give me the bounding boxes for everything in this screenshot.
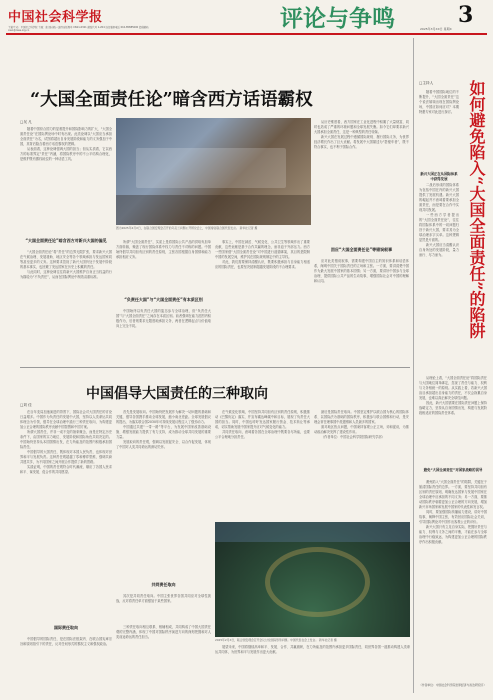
masthead-info: 主管/主办：中国社会科学院 主编：张 国内统一连续出版物号 CN11-0321 邮发代号 1-204 读者服务电话 010-85885000 投稿邮箱 cssn@cass.org.cn [8,26,149,32]
article2-col1-text-b: 中国倡导的国际责任，是在国际法框架内、在联合国宪章宗旨和原则指引下的责任，反对任何形式的霸权主义和强权政治。 [20,637,112,646]
article2-photo [215,522,410,637]
photo-backdrop [215,522,410,542]
sidebar-col2-text: 从理论上看，“大国全面责任论”将国际责任与大国地位简单绑定，忽视了责任与能力、权利与义务相统一的原则。从实践上看，若新兴大国盲目承担超出自身能力的责任，不仅会拖累自身发展，也难以真正解决全球性问题。 因此，新兴大国需要在国际责任问题上保持战略定力，坚持从自身国情出发，构建与发展阶段相适应的国际责任体系。 [419,376,487,415]
article1-byline: □吴 凡 [20,120,32,124]
article1-col1-text-b: “大国全面责任论”将“责任”的边界无限扩张，要求新兴大国在气候治理、发展援助、地区安全等各个领域承担与发达国家同等甚至更多的义务。这种要求忽视了新兴大国仍处于发展中阶段的基本事实，也回避了发达国家在历史上积累的责任。 与此同时，这种论调往往将新兴大国维护自身正当权益的行为描绘为“不负责任”，从而在国际舆论中制造双重标准。 [20,250,112,279]
section-divider [20,367,410,368]
article2-col2-text-c: 三种责任取向相互联系、相辅相成，共同构成了中国大国责任观的完整内涵，体现了中国对国际秩序演进方向的深刻把握和对人类前途命运的责任担当。 [116,625,211,639]
article1-photo [116,118,311,225]
article1-subhead3: 回应“大国全面责任论”等错误叙事 [330,247,393,252]
article1-col1-text-a: 随着中国综合国力的显著提升和国际影响力的扩大，“大国全面责任论”在国际舆论场中时有出现。此类论调以“大国应当承担全面责任”为名，试图将超出自身发展阶段和能力的义务强加于中国，其背后隐含着西方话语霸权的逻辑。 从表面看，这种论调强调大国的担当；但从实质看，它以西方的标准界定“责任”内涵，将国际秩序中的不公平结构合理化，是维护既有霸权地位的一种话语工具。 [20,127,112,161]
article2-byline: □刘 佳 [20,403,32,407]
article1-col4-text: 从历史维度看，西方国家在工业化进程中积累了大量财富，同时也造成了严重的环境问题和全球发展失衡。如今它们却要求新兴大国承担全面责任，这是一种典型的责任转嫁。 新兴大国在发展过程中遵循国际规则、履行国际义务，为世界经济增长作出了巨大贡献。将发展中大国描述为“搭便车者”，既不符合事实，也不利于国际合作。 [314,120,409,149]
newspaper-logo: 中国社会科学报 [8,10,103,25]
sidebar-divider [413,38,414,693]
article2-col2-text-b: 其次是共同责任取向。中国主张世界各国共同应对全球性挑战，反对将责任单方面强加于某些国家。 [116,594,211,603]
photo-shadow [116,195,311,225]
sidebar-subhead2: 避免“大国全面责任”对国家战略的误导 [423,468,483,472]
article1-col4-text-b: 应对此类错误叙事，需要构建中国自主的知识体系和话语体系，阐明中国关于国际责任的立场和主张。一方面，要讲清楚中国作为最大发展中国家的基本国情；另一方面，要讲好中国参与全球治理、提供国际公共产品的生动故事，增强国际社会对中国的理解和认同。 [314,259,409,283]
sidebar-col1-text: 二战后形成的国际体系为包括中国在内的新兴大国提供了发展机遇。新兴大国的崛起并不意味着要承担全面责任，而是要在合作中实现共同发展。 一些西方学者提出的“大国全面责任论”，往往将国际体系中的一切问题归咎于新兴大国，要求其为全球治理赤字买单。这种逻辑显然是片面的。 新兴大国应当清醒认识自身所处的发展阶段，量力而行、尽力而为。 [419,183,459,257]
article1-title: “大国全面责任论”暗含西方话语霸权 [30,90,313,110]
section-title: 评论与争鸣 [280,5,395,32]
photo-table-ring [265,547,370,617]
sidebar-tag: □主持人 [419,81,434,85]
article2-col4-text: 最后是国际责任取向。中国坚定维护以联合国为核心的国际体系、以国际法为基础的国际秩序，积极参与联合国维和行动，是安理会常任理事国中派遣维和人员最多的国家。 面对地区热点问题，中国秉持客观公正立场，劝和促谈，为推动政治解决发挥了建设性作用。 （作者单位：中国社会科学院国际研究学部） [314,410,409,439]
article1-subhead2: “负责任大国”与“大国全面责任”有本质区别 [124,297,203,302]
sidebar-author-note: （作者单位：中国社会科学院世界经济与政治研究所） [419,683,487,687]
article1-caption: 图为2025年2月X日，在联合国安理会召开的乌克兰问题公开辩论会上，中国常驻联合国代表发言。 新华社记者 摄 [116,226,258,230]
article2-subhead2: 国际责任取向 [54,625,78,630]
page-number: 3 [458,2,474,28]
article2-col1-text: 在百年变局加速演进的背景下，国际社会对大国责任的讨论日益增多。中国作为负责任的发展中大国，坚持以人类命运共同体理念为引领，倡导在全球治理中践行三种责任取向，为构建更加公正合理的国际秩序贡献中国智慧和中国方案。 所谓大国责任，并非一成不变的抽象概念，而是在特定历史条件下，由国家的实力地位、发展阶段和国际角色共同决定的。中国始终坚持从本国国情出发，在力所能及的范围内积极承担国际责任。 中国倡导的大国责任，既体现对本国人民负责，也体现对世界和平与发展负责。这种责任观超越了零和博弈思维，强调共商共建共享，为不同国家之间开展合作提供了新的思路。 实践证明，中国的责任观符合时代潮流，顺应了各国人民求和平、谋发展、促合作的共同愿望。 [20,410,112,474]
article1-col2-text-a: 所谓“大国全面责任”，实质上是将国际公共产品的供给负担单方面转嫁，掩盖了现行国际体系中权力与责任不对称的问题。中国始终倡导共同但有区别的责任原则，主张各国根据自身国情和能力承担相应义务。 [116,240,211,259]
article1-col2-text-b: 中国始终以负责任大国的姿态参与全球治理，但“负责任大国”与“大国全面责任”之间存在本质区别。前者强调在能力范围内积极作为，后者则要求无限度地承担义务，两者在逻辑起点与价值取向上完全不同。 [116,309,211,328]
section-title-block [280,0,450,30]
article2-caption: 2025年2月X日，联合国安理会召开会议讨论国际形势问题。中国代表在会上发言。 新华社记者 摄 [215,638,337,642]
article2-title: 中国倡导大国责任的三种取向 [86,386,268,402]
masthead-rule [6,33,487,35]
article1-col3-text: 事实上，中国在减贫、气候变化、公共卫生等领域作出了重要贡献，这些贡献是基于合作共赢的理念，而非迫于外部压力。西方一些国家借“大国全面责任论”对中国进行道德绑架，其目的是限制中国的发展空间，维护其在国际规则制定中的主导权。 对此，我们需要保持清醒认识，既要积极承担与自身能力相适应的国际责任，也要坚决抵制超越发展阶段的不合理要求。 [215,240,310,269]
article2-col2-text: 首先是发展取向。中国始终把发展作为解决一切问题的基础和关键，倡导各国携手推动全球发展，缩小南北差距。全球发展倡议的提出，为落实联合国2030年可持续发展议程注入了强劲动力。 中国通过共建“一带一路”等平台，为发展中国家改善基础设施、增强发展能力提供了有力支持，成为推动全球共同发展的重要力量。 发展取向的责任观，强调以发展促安全、以合作促发展，体现了中国对人类共同命运的深切关怀。 [116,410,211,449]
sidebar-intro-text: 随着中国国际地位的不断提升，“大国全面责任”这个说法频频出现在国际舆论场，中国应如何应对？本期特邀专家对此进行探讨。 [419,90,459,114]
photo-highlight [136,148,286,188]
issue-date: 2025年3月XX日 星期X [420,27,452,31]
sidebar-subhead1: 新兴大国正在从国际体系中获得发展 [420,172,458,181]
sidebar-col3-text: 避免陷入“大国全面责任”的陷阱，关键在于厘清国际责任的边界。一方面，要坚持共同但有区别的责任原则，明确发达国家与发展中国家在全球治理中应承担的不同义务；另一方面，要推动国际秩序朝着更加公正合理的方向发展，增加新兴市场国家和发展中国家的代表性和发言权。 同时，要加强国际传播能力建设，讲好中国故事，阐释中国主张，有效回应国际社会关切，引导国际舆论对中国作出客观公正的评价。 新兴大国只有立足自身实际，把握好责任与能力、权利与义务之间的平衡，才能在参与全球治理中行稳致远，为构建更加公正合理的国际秩序作出积极贡献。 [419,480,487,544]
article1-subhead1: “大国全面责任论”暗含西方对新兴大国的偏见 [25,238,107,243]
article2-col3-text: 在气候变化领域，中国坚持共同但有区别的责任原则，积极推动《巴黎协定》落实，并宣布碳达峰碳中和目标，展现了负责任大国的担当。同时，中国也呼吁发达国家履行资金、技术转让等承诺，切实帮助发展中国家提升应对气候变化的能力。 共同责任取向，意味着各国在全球治理中既要各尽所能，也要公平合理地分担责任。 [215,410,310,439]
article2-bottom-text: 展望未来，中国将继续高举和平、发展、合作、共赢旗帜，在力所能及的范围内承担更多国际责任，同世界各国一道推动构建人类命运共同体，为世界和平与发展作出更大贡献。 [215,645,410,654]
article2-subhead1: 共同责任取向 [151,582,176,587]
masthead-logo-block [8,6,168,32]
sidebar-title: 如何避免陷入“大国全面责任”的陷阱 [467,80,486,339]
